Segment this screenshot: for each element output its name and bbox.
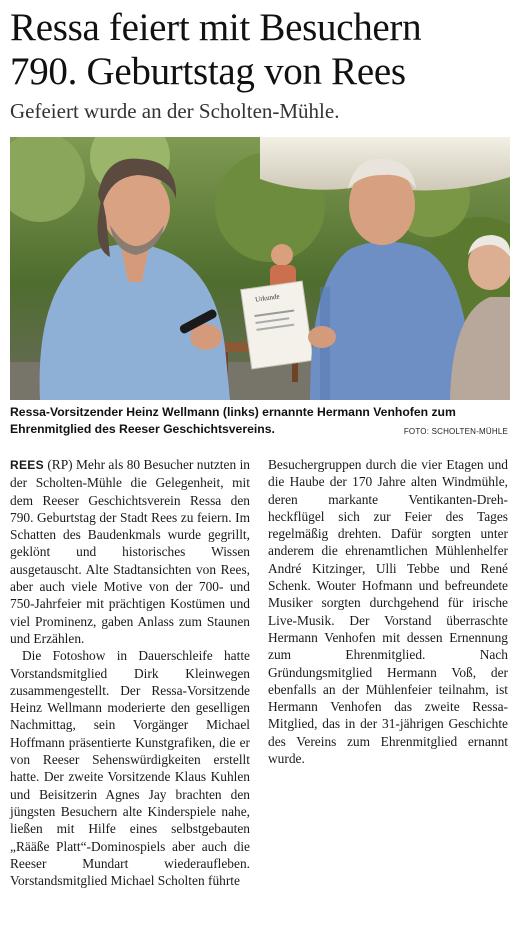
- headline-line-2: 790. Geburtstag von Rees: [10, 50, 406, 93]
- photo-credit: FOTO: SCHOLTEN-MÜHLE: [403, 427, 508, 436]
- paragraph-2-text-left: Die Fotoshow in Dauerschleife hatte Vorstandsmitglied Dirk Kleinwegen zusammengestellt. Der Ressa-Vorsitzende Heinz Wellmann moderierte den geselligen Nachmittag, sein Vorgänger Michael Hoffmann präsentierte Kunstgrafiken, die er von Reeser Sehenswürdigkeiten erstellt hatte. Der zweite Vorsitzende Klaus Kuhlen und Beisitzerin Agnes Jay brachten den jüngsten Besuchern alte Kinderspiele nahe, ließen mit Hilfe eines selbstgebauten „Rääße Platt“-Dominospiels aber auch die Reeser Mundart wiederaufleben. Vorstandsmitglied Michael Scholten führte: [10, 648, 250, 889]
- article-photo: [10, 137, 510, 400]
- article-column-right: [268, 456, 508, 767]
- article-column-left: [10, 456, 250, 889]
- dateline: REES: [10, 458, 44, 472]
- paragraph-2-text-right: Besuchergruppen durch die vier Etagen und die Haube der 170 Jahre alten Windmühle, deren markante Ventikanten-Dreh-heckflügel sich zur Feier des Tages regelmäßig drehten. Dafür sorgten unter anderem die ehrenamtlichen Mühlenhelfer André Kitzinger, Ulli Tebbe und René Schenk. Wouter Hofmann und befreundete Musiker sorgten durchgehend für irische Live-Musik. Der Vorstand überraschte Hermann Venhofen mit dessen Ernennung zum Ehrenmitglied. Nach Gründungsmitglied Hermann Voß, der ebenfalls an der Mühlenfeier teilnahm, ist Hermann Venhofen das zweite Ressa-Mitglied, das in der 31-jährigen Geschichte des Vereins zum Ehrenmitglied ernannt wurde.: [268, 457, 508, 767]
- paragraph-2-continued: [268, 456, 508, 767]
- headline: [10, 6, 510, 94]
- subheadline: Gefeiert wurde an der Scholten-Mühle.: [10, 99, 340, 123]
- paragraph-1: [10, 456, 250, 647]
- headline-line-1: Ressa feiert mit Besuchern: [10, 6, 422, 49]
- certificate-text: Urkunde: [254, 292, 281, 304]
- paragraph-2-start: [10, 647, 250, 889]
- photo-caption: Ressa-Vorsitzender Heinz Wellmann (links) ernannte Hermann Venhofen zum Ehrenmitglied des Reeser Geschichtsvereins.: [10, 405, 456, 436]
- paragraph-1-text: (RP) Mehr als 80 Besucher nutzten in der Scholten-Mühle die Gelegenheit, mit dem Reeser Geschichtsverein Ressa den 790. Geburtstag der Stadt Rees zu feiern. Im Schatten des Baudenkmals wurde gegrillt, geklönt und historisches Wissen ausgetauscht. Alte Stadtansichten von Rees, aber auch viele Motive von der 700- und 750-Jahrfeier mit prächtigen Kostümen und viel Prominenz, gaben Anlass zum Staunen und Erzählen.: [10, 457, 250, 646]
- photo-illustration: [10, 137, 510, 400]
